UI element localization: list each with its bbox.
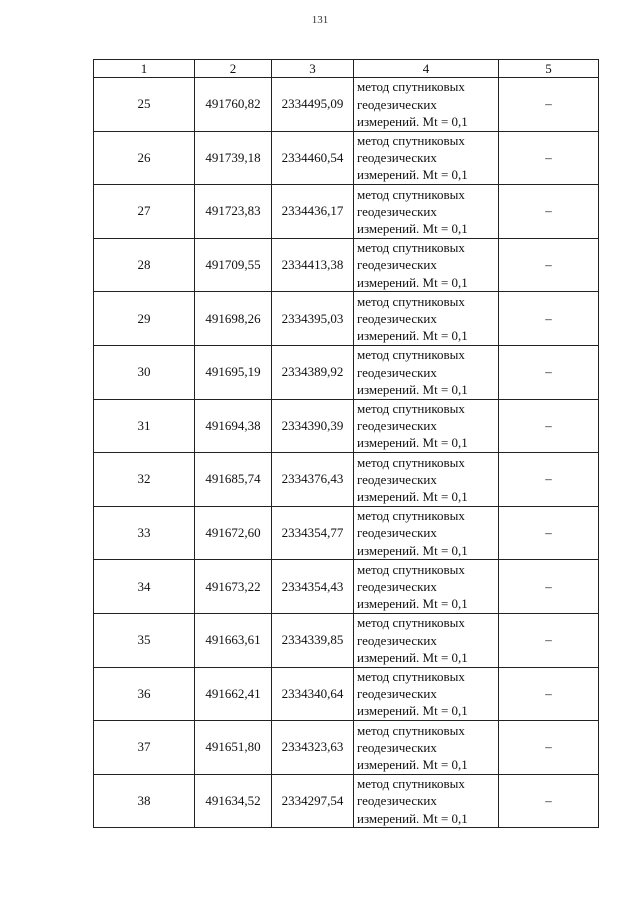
point-number-cell: 28: [94, 238, 195, 292]
table-row: [94, 238, 599, 292]
point-number-cell: 26: [94, 131, 195, 185]
note-cell: –: [499, 131, 599, 185]
table-row: [94, 774, 599, 828]
method-cell: метод спутниковых геодезических измерений. Mt = 0,1: [354, 238, 499, 292]
x-coordinate-cell: 491634,52: [195, 774, 272, 828]
table-row: [94, 721, 599, 775]
y-coordinate-cell: 2334376,43: [272, 453, 354, 507]
table-row: [94, 131, 599, 185]
point-number-cell: 29: [94, 292, 195, 346]
note-cell: –: [499, 667, 599, 721]
method-cell: метод спутниковых геодезических измерений. Mt = 0,1: [354, 292, 499, 346]
point-number-cell: 35: [94, 613, 195, 667]
page-number: 131: [311, 14, 329, 26]
table-row: [94, 453, 599, 507]
x-coordinate-cell: 491698,26: [195, 292, 272, 346]
table-row: [94, 185, 599, 239]
header-row: [94, 60, 599, 78]
y-coordinate-cell: 2334354,77: [272, 506, 354, 560]
table-row: [94, 667, 599, 721]
point-number-cell: 27: [94, 185, 195, 239]
point-number-cell: 38: [94, 774, 195, 828]
method-cell: метод спутниковых геодезических измерений. Mt = 0,1: [354, 345, 499, 399]
note-cell: –: [499, 613, 599, 667]
note-cell: –: [499, 78, 599, 132]
point-number-cell: 25: [94, 78, 195, 132]
x-coordinate-cell: 491685,74: [195, 453, 272, 507]
coordinates-table: [93, 59, 599, 828]
x-coordinate-cell: 491651,80: [195, 721, 272, 775]
table-row: [94, 506, 599, 560]
point-number-cell: 36: [94, 667, 195, 721]
table-row: [94, 560, 599, 614]
table-row: [94, 292, 599, 346]
method-cell: метод спутниковых геодезических измерений. Mt = 0,1: [354, 721, 499, 775]
point-number-cell: 31: [94, 399, 195, 453]
method-cell: метод спутниковых геодезических измерений. Mt = 0,1: [354, 78, 499, 132]
method-cell: метод спутниковых геодезических измерений. Mt = 0,1: [354, 453, 499, 507]
y-coordinate-cell: 2334395,03: [272, 292, 354, 346]
method-cell: метод спутниковых геодезических измерений. Mt = 0,1: [354, 667, 499, 721]
note-cell: –: [499, 238, 599, 292]
x-coordinate-cell: 491694,38: [195, 399, 272, 453]
column-header: 5: [499, 60, 599, 78]
table-row: [94, 345, 599, 399]
column-header: 2: [195, 60, 272, 78]
note-cell: –: [499, 292, 599, 346]
column-header: 1: [94, 60, 195, 78]
note-cell: –: [499, 506, 599, 560]
point-number-cell: 30: [94, 345, 195, 399]
method-cell: метод спутниковых геодезических измерений. Mt = 0,1: [354, 613, 499, 667]
method-cell: метод спутниковых геодезических измерений. Mt = 0,1: [354, 774, 499, 828]
x-coordinate-cell: 491662,41: [195, 667, 272, 721]
column-header: 4: [354, 60, 499, 78]
table-row: [94, 613, 599, 667]
note-cell: –: [499, 560, 599, 614]
point-number-cell: 37: [94, 721, 195, 775]
point-number-cell: 32: [94, 453, 195, 507]
x-coordinate-cell: 491673,22: [195, 560, 272, 614]
y-coordinate-cell: 2334389,92: [272, 345, 354, 399]
x-coordinate-cell: 491760,82: [195, 78, 272, 132]
x-coordinate-cell: 491695,19: [195, 345, 272, 399]
x-coordinate-cell: 491739,18: [195, 131, 272, 185]
note-cell: –: [499, 721, 599, 775]
y-coordinate-cell: 2334413,38: [272, 238, 354, 292]
y-coordinate-cell: 2334339,85: [272, 613, 354, 667]
table-row: [94, 399, 599, 453]
method-cell: метод спутниковых геодезических измерений. Mt = 0,1: [354, 185, 499, 239]
note-cell: –: [499, 399, 599, 453]
x-coordinate-cell: 491663,61: [195, 613, 272, 667]
y-coordinate-cell: 2334436,17: [272, 185, 354, 239]
y-coordinate-cell: 2334297,54: [272, 774, 354, 828]
note-cell: –: [499, 185, 599, 239]
table-row: [94, 78, 599, 132]
method-cell: метод спутниковых геодезических измерений. Mt = 0,1: [354, 131, 499, 185]
method-cell: метод спутниковых геодезических измерений. Mt = 0,1: [354, 399, 499, 453]
y-coordinate-cell: 2334495,09: [272, 78, 354, 132]
x-coordinate-cell: 491709,55: [195, 238, 272, 292]
x-coordinate-cell: 491672,60: [195, 506, 272, 560]
point-number-cell: 34: [94, 560, 195, 614]
note-cell: –: [499, 774, 599, 828]
x-coordinate-cell: 491723,83: [195, 185, 272, 239]
y-coordinate-cell: 2334354,43: [272, 560, 354, 614]
y-coordinate-cell: 2334460,54: [272, 131, 354, 185]
method-cell: метод спутниковых геодезических измерений. Mt = 0,1: [354, 506, 499, 560]
y-coordinate-cell: 2334340,64: [272, 667, 354, 721]
method-cell: метод спутниковых геодезических измерений. Mt = 0,1: [354, 560, 499, 614]
point-number-cell: 33: [94, 506, 195, 560]
note-cell: –: [499, 345, 599, 399]
column-header: 3: [272, 60, 354, 78]
y-coordinate-cell: 2334323,63: [272, 721, 354, 775]
note-cell: –: [499, 453, 599, 507]
y-coordinate-cell: 2334390,39: [272, 399, 354, 453]
